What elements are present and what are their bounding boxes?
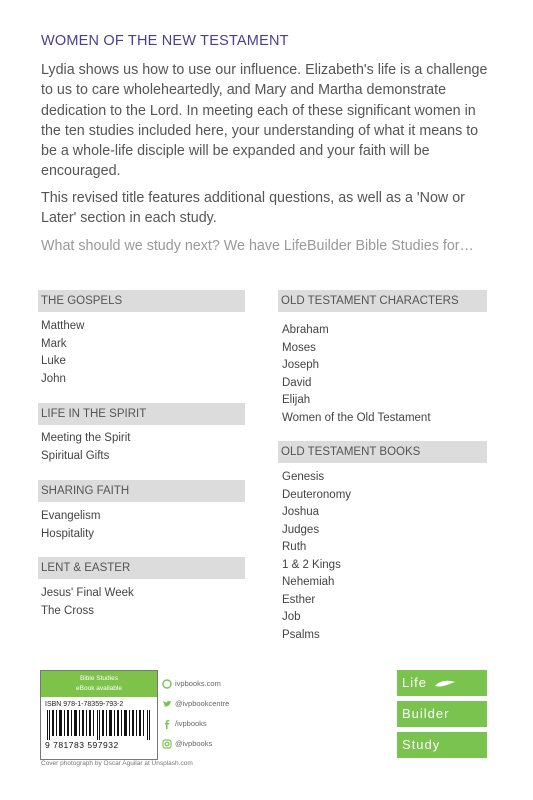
category-gospels-header: THE GOSPELS [38, 290, 245, 312]
barcode-graphic [45, 710, 153, 740]
barcode-label-line2: eBook available [76, 685, 122, 692]
web-icon [162, 679, 172, 689]
list-item: Meeting the Spirit [41, 432, 131, 444]
logo-study: Study [397, 732, 487, 758]
barcode-label [41, 671, 157, 697]
category-lent-list [41, 585, 134, 620]
list-item: Joseph [282, 359, 320, 371]
intro-paragraph: Lydia shows us how to use our influence. Elizabeth's life is a challenge to us to care wholeheartedly, and Mary and Martha demonstrate dedication to the Lord. In meeting each of these significant women in the ten studies included here, your understanding of what it means to be a whole-life disciple will be expanded and your faith will be encouraged. [41, 62, 488, 180]
isbn-text: ISBN 978-1-78359-793-2 [45, 701, 124, 708]
category-faith-list [41, 508, 100, 543]
page-heading: WOMEN OF THE NEW TESTAMENT [41, 33, 289, 49]
social-web[interactable] [162, 679, 221, 689]
category-ot-books-header: OLD TESTAMENT BOOKS [278, 441, 487, 463]
cover-credit: Cover photograph by Oscar Aguilar at Unsplash.com [41, 760, 193, 767]
list-item: Deuteronomy [282, 488, 352, 501]
barcode-bars [45, 710, 153, 740]
category-spirit-header: LIFE IN THE SPIRIT [38, 403, 245, 425]
list-item: Abraham [282, 324, 329, 336]
list-item: Jesus' Final Week [41, 587, 134, 599]
list-item: Judges [282, 523, 320, 536]
list-item: Elijah [282, 394, 311, 406]
category-lent-header: LENT & EASTER [38, 557, 245, 579]
list-item: Ruth [282, 541, 307, 553]
list-item: Luke [41, 355, 66, 367]
social-instagram-label: @ivpbooks [175, 739, 213, 748]
logo-life-text: Life [402, 675, 427, 690]
list-item: Hospitality [41, 527, 95, 540]
logo-life [397, 670, 487, 696]
list-item: Moses [282, 341, 316, 354]
list-item: John [41, 372, 66, 385]
list-item: Women of the Old Testament [282, 411, 431, 424]
category-faith-header: SHARING FAITH [38, 480, 245, 502]
category-ot-books-list [282, 469, 351, 644]
social-facebook[interactable] [162, 719, 207, 729]
social-twitter-label: @ivpbookcentre [175, 699, 230, 708]
category-gospels-list [41, 318, 84, 388]
list-item: Mark [41, 337, 67, 350]
list-item: David [282, 376, 312, 389]
category-spirit-list [41, 430, 131, 465]
list-item: Nehemiah [282, 576, 335, 588]
list-item: Evangelism [41, 510, 101, 522]
barcode-number: 9 781783 597932 [45, 740, 119, 750]
social-twitter[interactable] [162, 699, 229, 709]
revised-paragraph: This revised title features additional questions, as well as a 'Now or Later' section in each study. [41, 190, 465, 227]
list-item: Spiritual Gifts [41, 449, 110, 462]
social-instagram[interactable] [162, 739, 212, 749]
list-item: Job [282, 611, 301, 623]
barcode-label-line1: Bible Studies [80, 675, 118, 682]
logo-builder: Builder [397, 701, 487, 727]
list-item: Matthew [41, 320, 85, 332]
list-item: Joshua [282, 506, 320, 518]
instagram-icon [162, 739, 172, 749]
twitter-icon [162, 699, 172, 709]
list-item: The Cross [41, 604, 95, 617]
social-web-label: ivpbooks.com [175, 679, 221, 688]
social-facebook-label: /ivpbooks [175, 719, 207, 728]
category-ot-characters-list [282, 322, 431, 427]
barcode-block [40, 670, 158, 760]
next-paragraph: What should we study next? We have LifeBuilder Bible Studies for… [41, 238, 474, 254]
facebook-icon [162, 719, 172, 729]
leaf-icon [434, 680, 456, 688]
list-item: 1 & 2 Kings [282, 558, 341, 571]
category-ot-characters-header: OLD TESTAMENT CHARACTERS [278, 290, 487, 312]
list-item: Psalms [282, 628, 320, 641]
list-item: Genesis [282, 471, 325, 483]
list-item: Esther [282, 593, 316, 606]
